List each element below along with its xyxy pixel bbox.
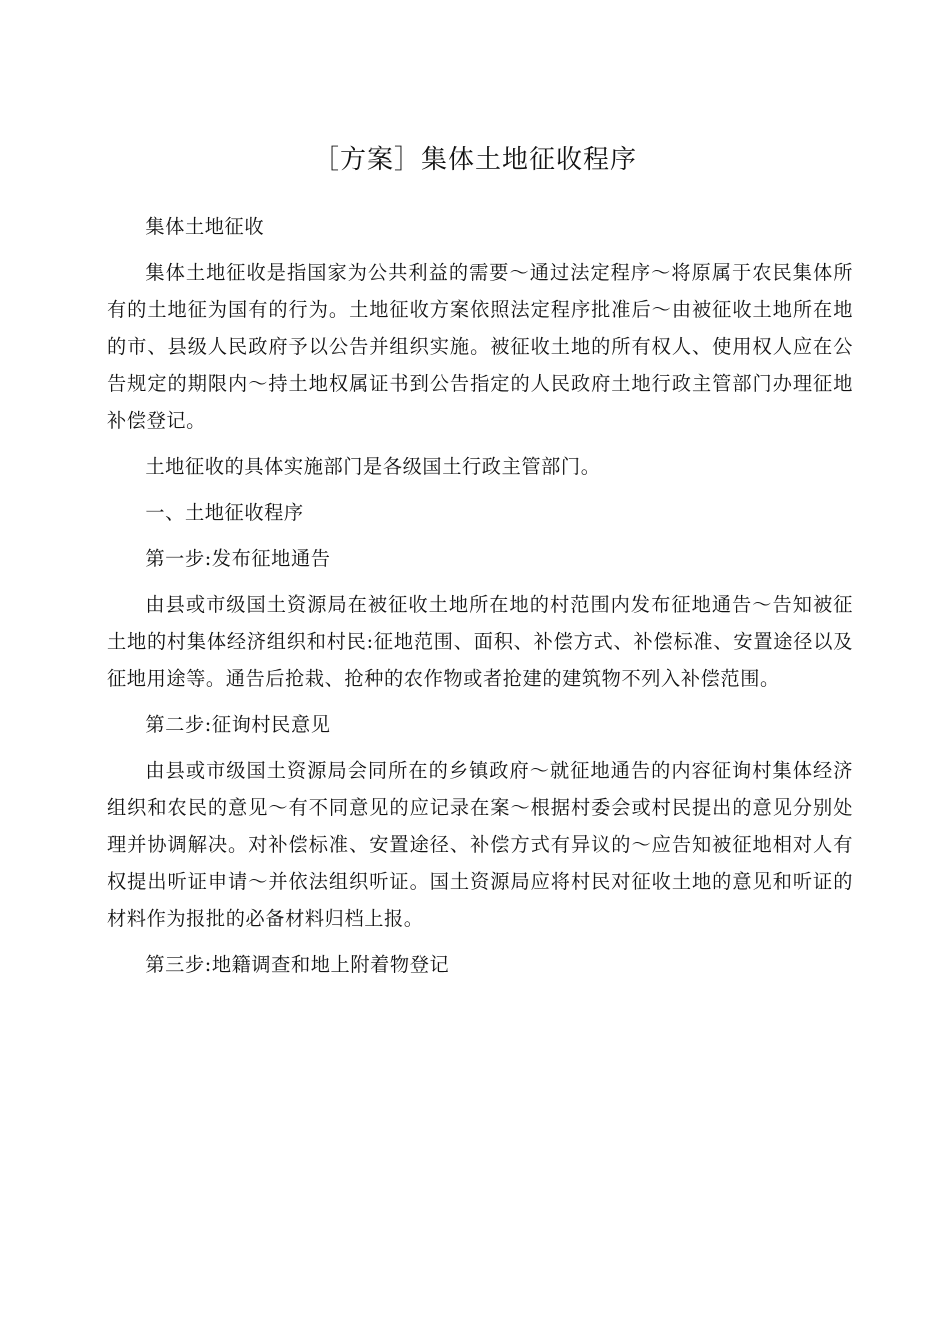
paragraph: 由县或市级国土资源局在被征收土地所在地的村范围内发布征地通告～告知被征土地的村集体经济组织和村民:征地范围、面积、补偿方式、补偿标准、安置途径以及征地用途等。通告后抢栽、抢种的农作物或者抢建的建筑物不列入补偿范围。: [107, 593, 853, 690]
step-heading: 第三步:地籍调查和地上附着物登记: [145, 953, 450, 976]
section-heading: 集体土地征收: [145, 215, 265, 238]
section-heading: 一、土地征收程序: [145, 501, 304, 524]
document-body: [107, 208, 853, 983]
paragraph: 集体土地征收是指国家为公共利益的需要～通过法定程序～将原属于农民集体所有的土地征为国有的行为。土地征收方案依照法定程序批准后～由被征收土地所在地的市、县级人民政府予以公告并组织实施。被征收土地的所有权人、使用权人应在公告规定的期限内～持土地权属证书到公告指定的人民政府土地行政主管部门办理征地补偿登记。: [107, 261, 853, 432]
paragraph: 土地征收的具体实施部门是各级国土行政主管部门。: [145, 455, 601, 478]
step-heading: 第一步:发布征地通告: [145, 547, 331, 570]
paragraph: 由县或市级国土资源局会同所在的乡镇政府～就征地通告的内容征询村集体经济组织和农民的意见～有不同意见的应记录在案～根据村委会或村民提出的意见分别处理并协调解决。对补偿标准、安置途径、补偿方式有异议的～应告知被征地相对人有权提出听证申请～并依法组织听证。国土资源局应将村民对征收土地的意见和听证的材料作为报批的必备材料归档上报。: [107, 759, 853, 930]
step-heading: 第二步:征询村民意见: [145, 713, 331, 736]
document-title: ［方案］集体土地征收程序: [312, 145, 637, 175]
